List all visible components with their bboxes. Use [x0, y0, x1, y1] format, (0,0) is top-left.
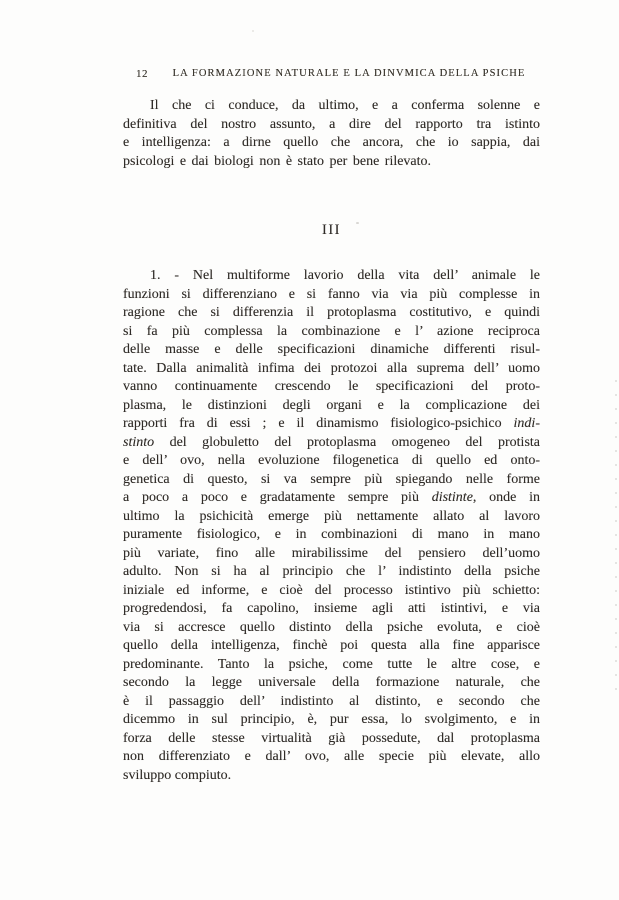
text-line: via si accresce quello distinto della psiche evoluta, e cioè [123, 619, 540, 635]
text-segment: del globuletto del protoplasma omogeneo del protista [154, 434, 540, 450]
text-line: ultimo la psichicità emerge più nettamente allato al lavoro [123, 508, 540, 524]
text-line: secondo la legge universale della formazione naturale, che [123, 675, 540, 690]
text-line: funzioni si differenziano e si fanno via via più complesse in [123, 286, 540, 302]
text-line: e intelligenza: a dirne quello che ancora, che io sappia, dai [123, 135, 540, 150]
running-header [123, 68, 541, 82]
text-line: si fa più complessa la combinazione e l’ azione reciproca [123, 323, 540, 339]
italic-word: stinto [123, 434, 155, 450]
text-line: psicologi e dai biologi non è stato per bene rilevato. [123, 153, 432, 169]
text-line: predominante. Tanto la psiche, come tutte le altre cose, e [123, 656, 540, 672]
text-line [123, 489, 540, 508]
text-line [123, 434, 540, 453]
text-line: puramente fisiologico, e in combinazioni di mano in mano [123, 527, 540, 542]
running-title: LA FORMAZIONE NATURALE E LA DINVMICA DELLA PSICHE [172, 68, 526, 79]
text-line: iniziale ed informe, e cioè del processo istintivo più schietto: [123, 582, 540, 598]
scan-artifact [252, 30, 254, 32]
text-line: progredendosi, fa capolino, insieme agli atti istintivi, e via [123, 601, 540, 616]
scan-artifact [356, 222, 359, 224]
text-line: forza delle stesse virtualità già possedute, dal protoplasma [123, 730, 540, 746]
text-segment: a poco a poco e gradatamente sempre più [123, 490, 432, 505]
text-line: ragione che si differenzia il protoplasma costitutivo, e quindi [123, 305, 540, 320]
text-line: dicemmo in sul principio, è, pur essa, lo svolgimento, e in [123, 712, 540, 727]
text-line: delle masse e delle specificazioni dinamiche differenti risul- [123, 342, 540, 357]
paragraph-section-3 [123, 267, 540, 785]
text-line: Il che ci conduce, da ultimo, e a conferma solenne e [150, 98, 540, 113]
text-line: sviluppo compiuto. [123, 767, 232, 783]
paragraph-intro [123, 97, 540, 171]
text-line: 1. - Nel multiforme lavorio della vita dell’ animale le [150, 268, 540, 283]
text-segment: , onde in [472, 490, 540, 505]
scan-edge-noise [615, 380, 617, 700]
text-line: quello della intelligenza, finchè poi questa alla fine apparisce [123, 638, 540, 653]
text-line: definitiva del nostro assunto, a dire del rapporto tra istinto [123, 116, 540, 132]
section-heading: III [322, 222, 341, 238]
text-line: e dell’ ovo, nella evoluzione filogenetica di quello ed onto- [123, 453, 540, 468]
text-line: genetica di questo, si va sempre più spiegando nelle forme [123, 471, 540, 487]
text-line: vanno continuamente crescendo le specificazioni del proto- [123, 379, 540, 394]
italic-word: distinte [431, 490, 473, 505]
text-line: adulto. Non si ha al principio che l’ indistinto della psiche [123, 564, 540, 579]
text-line: plasma, le distinzioni degli organi e la complicazione dei [123, 397, 540, 413]
text-line: è il passaggio dell’ indistinto al distinto, e secondo che [123, 693, 540, 709]
text-line [123, 415, 540, 434]
text-line: non differenziato e dall’ ovo, alle specie più elevate, allo [123, 749, 540, 764]
page-number: 12 [136, 68, 148, 80]
text-line: più variate, fino alle mirabilissime del pensiero dell’uomo [123, 545, 540, 561]
text-segment: rapporti fra di essi ; e il dinamismo fisiologico-psichico [123, 416, 514, 431]
text-line: tate. Dalla animalità infima dei protozoi alla suprema dell’ uomo [123, 360, 540, 376]
italic-word: indi- [513, 416, 540, 431]
